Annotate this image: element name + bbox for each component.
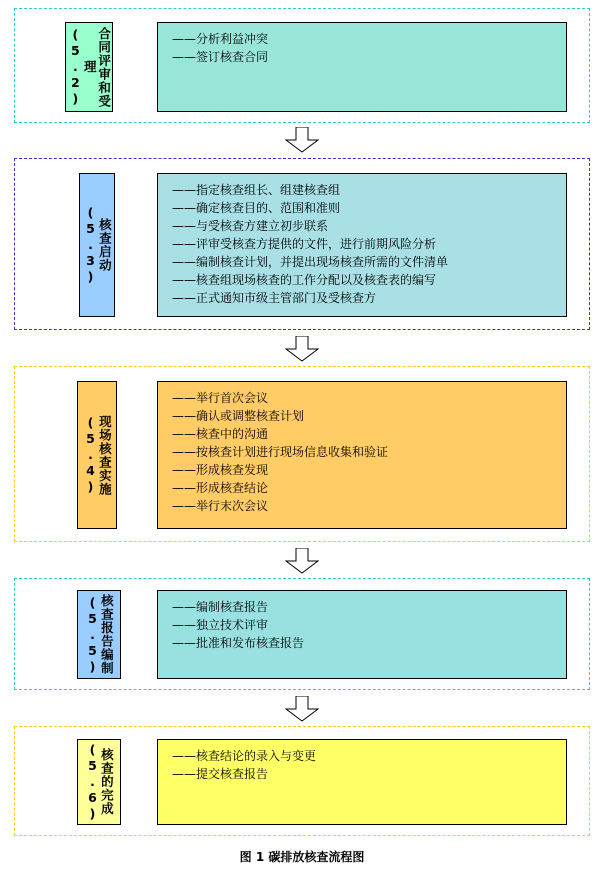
arrow-1 [285,127,319,153]
stage-label-audit-complete: 核查的完成 (5.6) [77,739,121,825]
stage-contract-review [14,8,590,123]
stage-audit-complete [14,726,590,836]
list-item: ——编制核查报告 [172,600,269,614]
list-item: ——按核查计划进行现场信息收集和验证 [172,445,389,459]
stage-content-audit-complete [157,739,567,825]
stage-label-audit-startup: 核查启动 (5.3) [79,173,115,317]
stage-content-audit-startup [157,173,567,317]
arrow-2 [285,336,319,362]
arrow-3 [285,548,319,574]
list-item: ——正式通知市级主管部门及受核查方 [172,291,377,305]
stage-audit-report [14,578,590,690]
list-item: ——举行末次会议 [172,499,269,513]
list-item: ——形成核查发现 [172,463,269,477]
stage-content-audit-report [157,590,567,679]
list-item: ——提交核查报告 [172,767,269,781]
list-item: ——评审受核查方提供的文件，进行前期风险分析 [172,237,437,251]
stage-content-onsite-audit [157,381,567,529]
list-item: ——批准和发布核查报告 [172,636,305,650]
list-item: ——确定核查目的、范围和准则 [172,201,341,215]
stage-content-contract-review [157,22,567,112]
list-item: ——与受核查方建立初步联系 [172,219,329,233]
stage-label-audit-report: 核查报告编制 (5.5) [77,590,121,679]
figure-caption: 图 1 碳排放核查流程图 [239,850,365,864]
list-item: ——形成核查结论 [172,481,269,495]
list-item: ——核查结论的录入与变更 [172,749,317,763]
list-item: ——独立技术评审 [172,618,269,632]
arrow-4 [285,696,319,722]
list-item: ——核查组现场核查的工作分配以及核查表的编写 [172,273,437,287]
stage-onsite-audit [14,366,590,542]
list-item: ——编制核查计划，并提出现场核查所需的文件清单 [172,255,449,269]
stage-audit-startup [14,158,590,330]
list-item: ——指定核查组长、组建核查组 [172,183,341,197]
list-item: ——分析利益冲突 [172,32,269,46]
stage-label-contract-review: 合同评审和受理 (5.2) [65,22,113,112]
list-item: ——确认或调整核查计划 [172,409,305,423]
list-item: ——签订核查合同 [172,50,269,64]
stage-label-onsite-audit: 现场核查实施 (5.4) [77,381,117,529]
list-item: ——核查中的沟通 [172,427,269,441]
list-item: ——举行首次会议 [172,391,269,405]
